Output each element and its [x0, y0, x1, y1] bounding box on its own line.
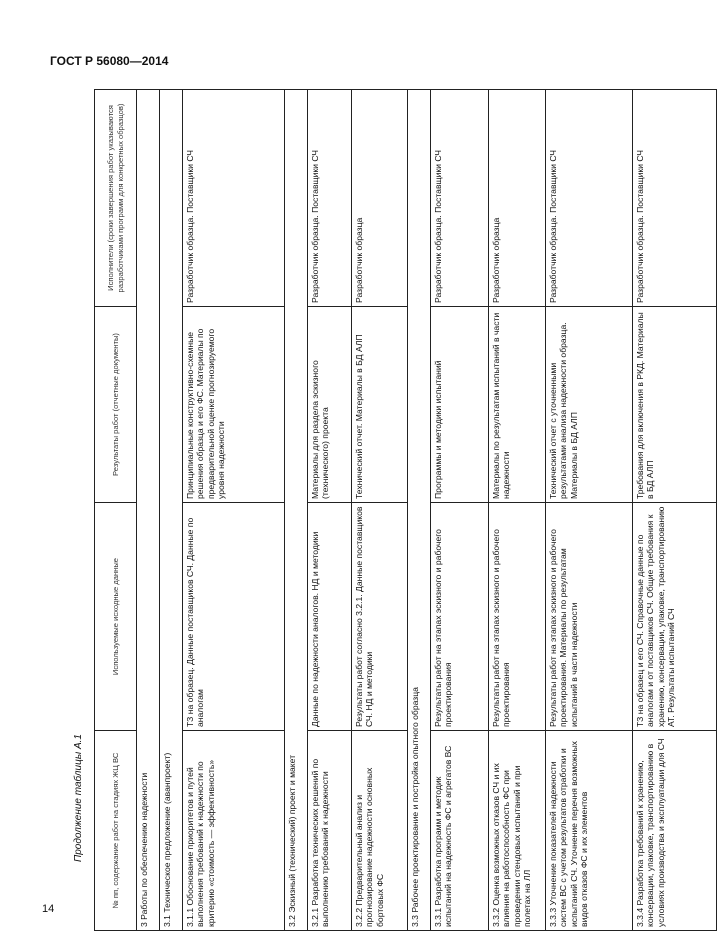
cell-work: 3.3.4 Разработка требований к хранению, консервации, упаковке, транспортированию в условиях производства и эксплуатации для СЧ	[633, 731, 717, 931]
cell-input: Результаты работ согласно 3.2.1. Данные поставщиков СЧ. НД и методики	[352, 503, 408, 731]
group-title: 3.3 Рабочее проектирование и постройка опытного образца	[408, 90, 431, 931]
cell-work: 3.1.1 Обоснование приоритетов и путей выполнения требований к надежности по критерию «стоимость — эффективность»	[183, 731, 285, 931]
cell-executor: Разработчик образца. Поставщики СЧ	[431, 90, 489, 307]
cell-input: Результаты работ на этапах эскизного и рабочего проектирования. Материалы по результатам испытаний в части надежности	[546, 503, 633, 731]
column-header: Используемые исходные данные	[95, 503, 137, 731]
group-title: 3.2 Эскизный (технический) проект и макет	[285, 90, 308, 931]
requirements-table	[94, 89, 717, 931]
cell-work: 3.2.2 Предварительный анализ и прогнозирование надежности основных бортовых ФС	[352, 731, 408, 931]
cell-executor: Разработчик образца. Поставщики СЧ	[633, 90, 717, 307]
cell-executor: Разработчик образца. Поставщики СЧ	[546, 90, 633, 307]
column-header: Результаты работ (отчетные документы)	[95, 307, 137, 503]
cell-work: 3.3.3 Уточнение показателей надежности систем ВС с учетом результатов отработки и испытаний СЧ. Уточнение перечня возможных видов отказов ФС и их элементов	[546, 731, 633, 931]
cell-result: Материалы по результатам испытаний в части надежности	[489, 307, 546, 503]
table-header-row	[95, 90, 137, 931]
group-row	[285, 90, 308, 931]
cell-input: Данные по надежности аналогов. НД и методики	[308, 503, 352, 731]
cell-input: Результаты работ на этапах эскизного и рабочего проектирования	[431, 503, 489, 731]
group-row	[408, 90, 431, 931]
table-caption: Продолжение таблицы А.1	[73, 734, 84, 862]
group-title: 3.1 Техническое предложение (аванпроект)	[160, 90, 183, 931]
table-row	[633, 90, 717, 931]
table-row	[352, 90, 408, 931]
cell-result: Принципиальные конструктивно-схемные решения образца и его ФС. Материалы по предварительной оценке прогнозируемого уровня надежности	[183, 307, 285, 503]
cell-executor: Разработчик образца	[489, 90, 546, 307]
cell-result: Материалы для раздела эскизного (технического) проекта	[308, 307, 352, 503]
cell-executor: Разработчик образца. Поставщики СЧ	[308, 90, 352, 307]
cell-input: ТЗ на образец и его СЧ. Справочные данные по аналогам и от поставщиков СЧ. Общие требования к хранению, консервации, упаковке, транспортированию АТ. Результаты испытаний СЧ	[633, 503, 717, 731]
standard-header: ГОСТ Р 56080—2014	[50, 54, 169, 68]
table-row	[546, 90, 633, 931]
column-header: № пп, содержание работ на стадиях ЖЦ ВС	[95, 731, 137, 931]
group-row	[160, 90, 183, 931]
cell-executor: Разработчик образца	[352, 90, 408, 307]
cell-work: 3.3.2 Оценка возможных отказов СЧ и их влияния на работоспособность ФС при проведении стендовых испытаний и при полетах на ЛЛ	[489, 731, 546, 931]
cell-work: 3.2.1 Разработка технических решений по выполнению требований к надежности	[308, 731, 352, 931]
section-title: 3 Работы по обеспечению надежности	[137, 90, 160, 931]
table-row	[489, 90, 546, 931]
cell-executor: Разработчик образца. Поставщики СЧ	[183, 90, 285, 307]
cell-input: Результаты работ на этапах эскизного и рабочего проектирования	[489, 503, 546, 731]
section-row	[137, 90, 160, 931]
page-number: 14	[42, 903, 55, 915]
table-row	[431, 90, 489, 931]
cell-result: Требования для включения в РКД. Материалы в БД АЛП	[633, 307, 717, 503]
cell-input: ТЗ на образец. Данные поставщиков СЧ. Данные по аналогам	[183, 503, 285, 731]
rotated-table-frame	[94, 90, 677, 931]
column-header: Исполнители (сроки завершения работ указываются разработчиками программ для конкретных образцов)	[95, 90, 137, 307]
cell-result: Технический отчет с уточненными результатами анализа надежности образца. Материалы в БД АЛП	[546, 307, 633, 503]
table-row	[183, 90, 285, 931]
cell-result: Технический отчет. Материалы в БД АЛП	[352, 307, 408, 503]
cell-result: Программы и методики испытаний	[431, 307, 489, 503]
cell-work: 3.3.1 Разработка программ и методик испытаний на надежность ФС и агрегатов ВС	[431, 731, 489, 931]
table-row	[308, 90, 352, 931]
